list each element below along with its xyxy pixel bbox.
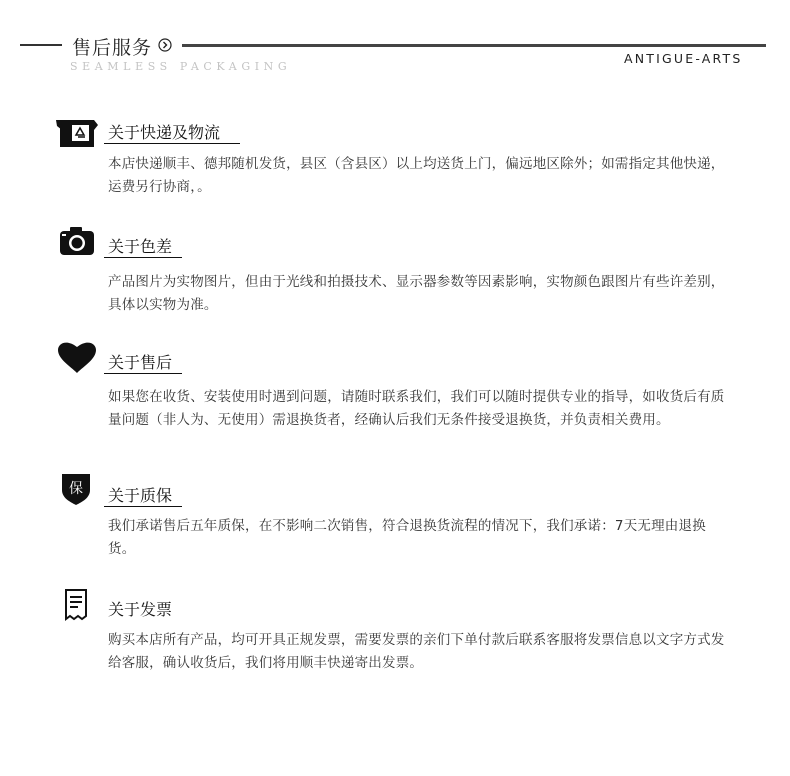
section-body: 如果您在收货、安装使用时遇到问题，请随时联系我们，我们可以随时提供专业的指导，如收货后有质量问题（非人为、无使用）需退换货者，经确认后我们无条件接受退换货，并负责相关费用。: [108, 389, 725, 428]
page-subtitle: SEAMLESS PACKAGING: [70, 60, 292, 73]
camera-icon: [54, 225, 100, 259]
section-body: 产品图片为实物图片，但由于光线和拍摄技术、显示器参数等因素影响，实物颜色跟图片有些许差别，具体以实物为准。: [108, 274, 725, 313]
title-underline: [104, 257, 182, 258]
section-body: 本店快递顺丰、德邦随机发货，县区（含县区）以上均送货上门，偏远地区除外；如需指定其他快递，运费另行协商，。: [108, 156, 725, 195]
title-underline: [104, 506, 182, 507]
header-rule-left: [20, 44, 62, 46]
heart-icon: [54, 340, 100, 374]
page-title: 售后服务: [72, 37, 153, 59]
shield-icon: [54, 472, 100, 506]
shield-icon-label: 保: [69, 481, 83, 497]
section-body: 购买本店所有产品，均可开具正规发票，需要发票的亲们下单付款后联系客服将发票信息以文字方式发给客服，确认收货后，我们将用顺丰快递寄出发票。: [108, 632, 725, 671]
brand-name: ANTIGUE-ARTS: [624, 51, 743, 66]
section-title: 关于发票: [108, 600, 173, 619]
header-rule-right: [182, 44, 766, 47]
section-title: 关于售后: [108, 353, 173, 372]
circle-arrow-right-icon: [158, 38, 172, 52]
title-underline: [104, 143, 240, 144]
section-title: 关于快递及物流: [108, 123, 221, 142]
box-recycle-icon: [54, 116, 100, 150]
section-body: 我们承诺售后五年质保，在不影响二次销售，符合退换货流程的情况下，我们承诺：7天无理由退换货。: [108, 518, 706, 557]
section-title: 关于色差: [108, 237, 173, 256]
section-title: 关于质保: [108, 486, 173, 505]
invoice-icon: [54, 588, 100, 622]
title-underline: [104, 373, 182, 374]
